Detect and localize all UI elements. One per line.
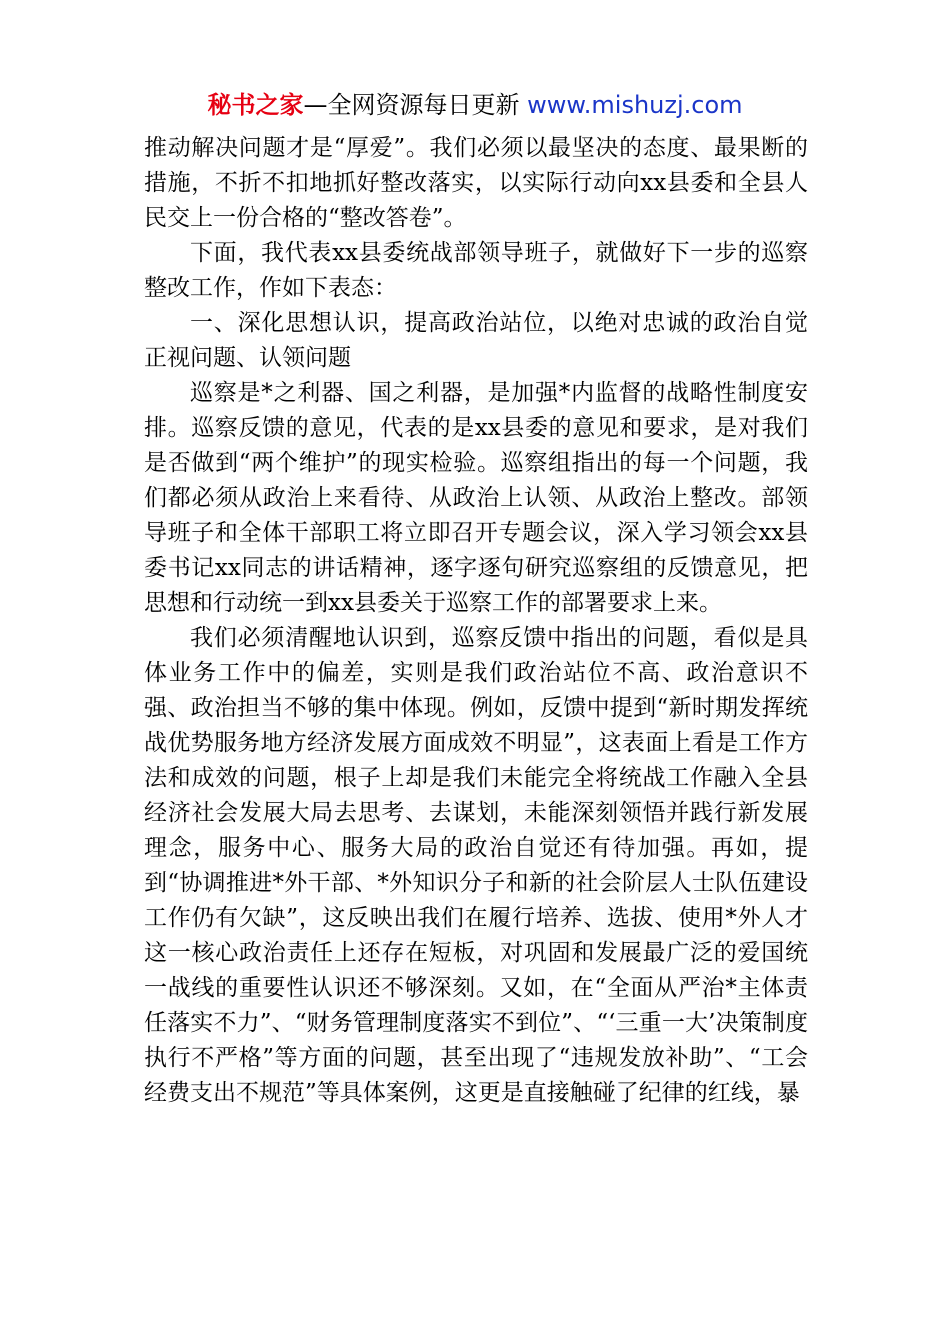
site-url-link[interactable]: www.mishuzj.com: [527, 91, 743, 119]
section-heading-1: 一、深化思想认识，提高政治站位，以绝对忠诚的政治自觉正视问题、认领问题: [144, 310, 808, 371]
paragraph-body-2: 我们必须清醒地认识到，巡察反馈中指出的问题，看似是具体业务工作中的偏差，实则是我们政治站位不高、政治意识不强、政治担当不够的集中体现。例如，反馈中提到“新时期发挥统战优势服务地方经济发展方面成效不明显”，这表面上看是工作方法和成效的问题，根子上却是我们未能完全将统战工作融入全县经济社会发展大局去思考、去谋划，未能深刻领悟并践行新发展理念，服务中心、服务大局的政治自觉还有待加强。再如，提到“协调推进*外干部、*外知识分子和新的社会阶层人士队伍建设工作仍有欠缺”，这反映出我们在履行培养、选拔、使用*外人才这一核心政治责任上还存在短板，对巩固和发展最广泛的爱国统一战线的重要性认识还不够深刻。又如，在“全面从严治*主体责任落实不力”、“财务管理制度落实不到位”、“‘三重一大’决策制度执行不严格”等方面的问题，甚至出现了“违规发放补助”、“工会经费支出不规范”等具体案例，这更是直接触碰了纪律的红线，暴: [144, 625, 808, 1106]
paragraph-intro: 下面，我代表xx县委统战部领导班子，就做好下一步的巡察整改工作，作如下表态：: [144, 240, 808, 301]
brand-name: 秘书之家: [207, 91, 304, 119]
header-slogan: —全网资源每日更新: [303, 91, 528, 119]
paragraph-continuation: 推动解决问题才是“厚爱”。我们必须以最坚决的态度、最果断的措施，不折不扣地抓好整改落实，以实际行动向xx县委和全县人民交上一份合格的“整改答卷”。: [144, 135, 808, 231]
document-body: [144, 131, 808, 1111]
paragraph-body-1: 巡察是*之利器、国之利器，是加强*内监督的战略性制度安排。巡察反馈的意见，代表的是xx县委的意见和要求，是对我们是否做到“两个维护”的现实检验。巡察组指出的每一个问题，我们都必须从政治上来看待、从政治上认领、从政治上整改。部领导班子和全体干部职工将立即召开专题会议，深入学习领会xx县委书记xx同志的讲话精神，逐字逐句研究巡察组的反馈意见，把思想和行动统一到xx县委关于巡察工作的部署要求上来。: [144, 380, 808, 616]
site-header: [0, 88, 950, 122]
